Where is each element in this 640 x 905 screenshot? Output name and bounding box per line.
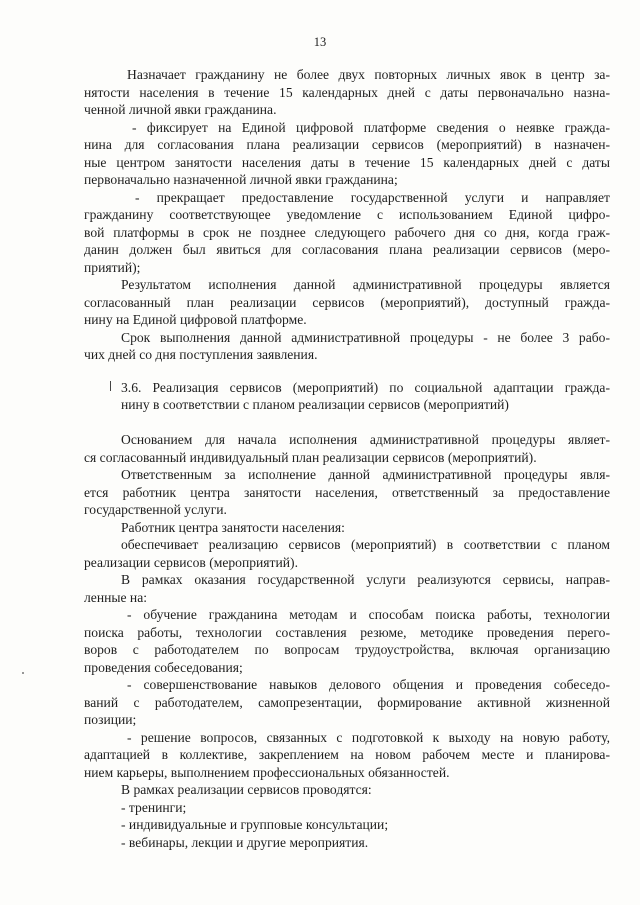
text-line: Срок выполнения данной административной процедуры - не более 3 рабо- <box>121 330 610 345</box>
text-line: В рамках реализации сервисов проводятся: <box>121 782 372 797</box>
text-line: - фиксирует на Единой цифровой платформе сведения о неявке гражда- <box>132 120 610 135</box>
section-heading: 3.6. Реализация сервисов (мероприятий) по социальной адаптации гражда- <box>121 380 610 395</box>
list-item: - вебинары, лекции и другие мероприятия. <box>121 835 369 850</box>
text-line: нятости населения в течение 15 календарных дней с даты первоначально назна- <box>84 85 610 100</box>
text-line: чих дней со дня поступления заявления. <box>84 347 318 362</box>
text-line: поиска работы, технологии составления резюме, методике проведения перего- <box>84 625 610 640</box>
text-line: ленные на: <box>84 590 148 605</box>
margin-mark <box>110 381 111 391</box>
text-line: ваний с работодателем, самопрезентации, формирование активной жизненной <box>84 695 610 710</box>
text-line: нину на Единой цифровой платформе. <box>84 312 307 327</box>
text-line: адаптацией в коллективе, закреплением на новом рабочем месте и планирова- <box>84 747 610 762</box>
section-heading: нину в соответствии с планом реализации сервисов (мероприятий) <box>121 397 509 412</box>
text-line: первоначально назначенной личной явки гражданина; <box>84 172 398 187</box>
scan-speck <box>22 672 24 674</box>
page-number: 13 <box>313 35 327 49</box>
text-line: позиции; <box>84 712 137 727</box>
text-line: согласованный план реализации сервисов (мероприятий), доступный гражда- <box>84 295 610 310</box>
text-line: приятий); <box>84 260 141 275</box>
text-line: реализации сервисов (мероприятий). <box>84 555 298 570</box>
list-item: - тренинги; <box>121 800 187 815</box>
text-line: государственной услуги. <box>84 502 227 517</box>
text-line: нина для согласования плана реализации сервисов (мероприятий) в назначен- <box>84 137 610 152</box>
text-line: Ответственным за исполнение данной административной процедуры явля- <box>121 467 610 482</box>
text-line: обеспечивает реализацию сервисов (мероприятий) в соответствии с планом <box>121 537 610 552</box>
list-item: - решение вопросов, связанных с подготовкой к выходу на новую работу, <box>127 730 610 745</box>
text-line: ется работник центра занятости населения, ответственный за предоставление <box>84 485 610 500</box>
text-line: В рамках оказания государственной услуги реализуются сервисы, направ- <box>121 572 610 587</box>
list-item: - обучение гражданина методам и способам поиска работы, технологии <box>127 607 610 622</box>
text-line: вой платформы в срок не позднее следующего рабочего дня со дня, когда граж- <box>84 225 610 240</box>
text-line: ченной личной явки гражданина. <box>84 102 277 117</box>
list-item: - индивидуальные и групповые консультации; <box>121 817 389 832</box>
text-line: Назначает гражданину не более двух повторных личных явок в центр за- <box>127 67 610 82</box>
text-line: ные центром занятости населения даты в течение 15 календарных дней с даты <box>84 155 610 170</box>
text-line: проведения собеседования; <box>84 660 243 675</box>
text-line: данин должен был явиться для согласования плана реализации сервисов (меро- <box>84 242 610 257</box>
text-line: воров с работодателем по вопросам трудоустройства, включая организацию <box>84 642 610 657</box>
text-line: - прекращает предоставление государственной услуги и направляет <box>135 190 610 205</box>
list-item: - совершенствование навыков делового общения и проведения собеседо- <box>127 677 610 692</box>
text-line: Результатом исполнения данной административной процедуры является <box>121 277 610 292</box>
text-line: Работник центра занятости населения: <box>121 520 345 535</box>
text-line: Основанием для начала исполнения административной процедуры являет- <box>121 432 610 447</box>
text-line: гражданину соответствующее уведомление с использованием Единой цифро- <box>84 207 610 222</box>
text-line: нием карьеры, выполнением профессиональных обязанностей. <box>84 765 450 780</box>
text-line: ся согласованный индивидуальный план реализации сервисов (мероприятий). <box>84 450 537 465</box>
